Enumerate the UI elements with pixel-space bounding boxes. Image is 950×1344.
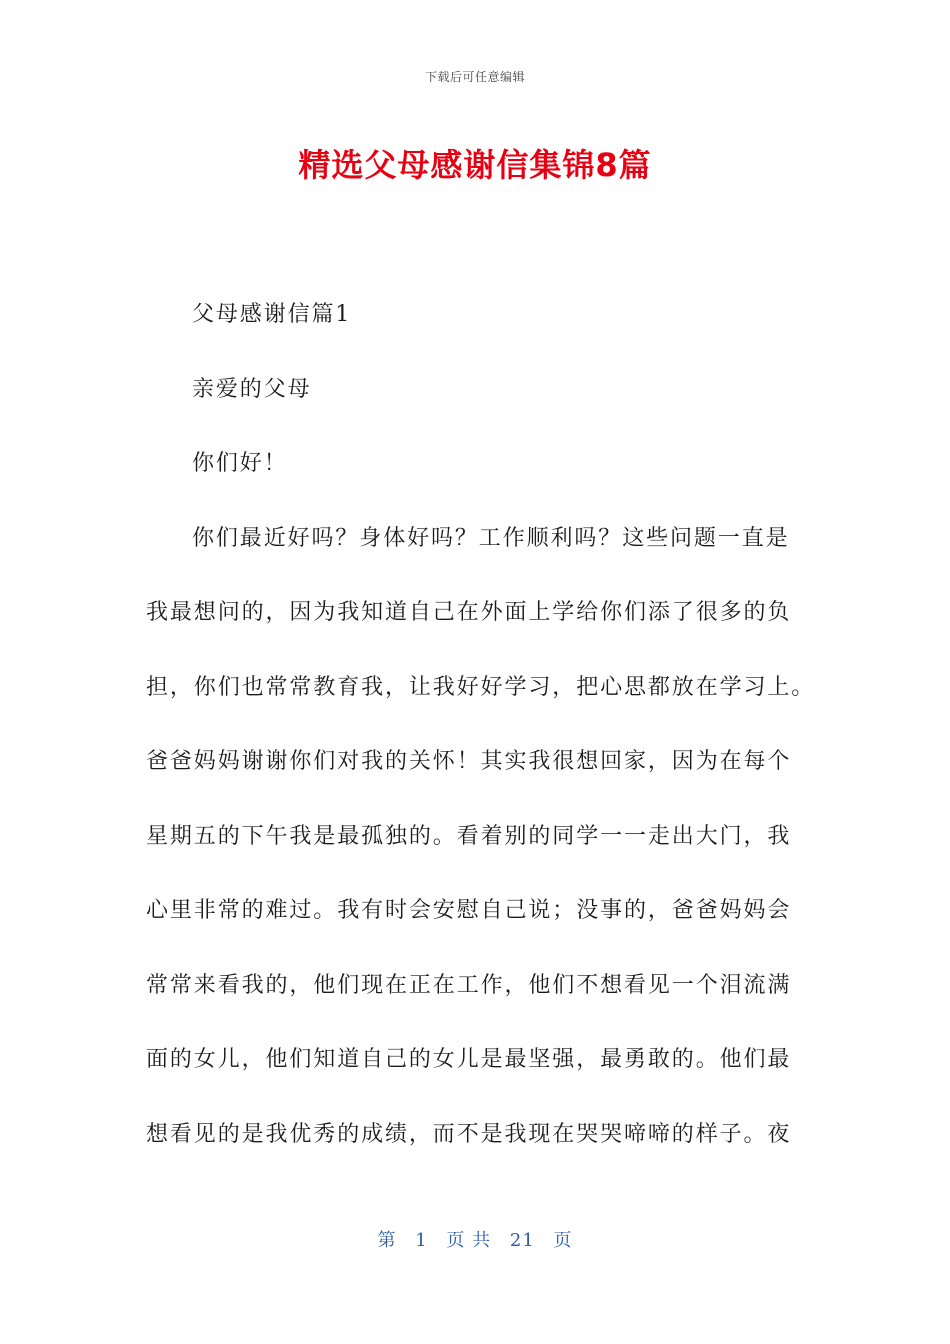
footer-prefix: 第: [377, 1230, 397, 1251]
header-note: 下载后可任意编辑: [424, 70, 525, 84]
body-line: 我最想问的，因为我知道自己在外面上学给你们添了很多的负: [146, 600, 792, 625]
page-footer: [0, 1226, 950, 1252]
footer-current-page: 1: [415, 1230, 428, 1251]
body-line: 星期五的下午我是最孤独的。看着别的同学一一走出大门，我: [146, 823, 792, 849]
body-line: 心里非常的难过。我有时会安慰自己说；没事的，爸爸妈妈会: [146, 898, 792, 923]
section-heading: 父母感谢信篇1: [192, 302, 352, 327]
document-body: [146, 278, 816, 1172]
footer-mid: 页 共: [446, 1230, 492, 1251]
greeting: 你们好！: [192, 451, 288, 476]
body-line: 面的女儿，他们知道自己的女儿是最坚强，最勇敢的。他们最: [146, 1047, 792, 1072]
body-line: 爸爸妈妈谢谢你们对我的关怀！其实我很想回家，因为在每个: [146, 749, 792, 774]
document-title: 精选父母感谢信集锦8篇: [298, 146, 652, 184]
body-line: 担，你们也常常教育我，让我好好学习，把心思都放在学习上。: [146, 674, 816, 700]
body-line: 你们最近好吗？身体好吗？工作顺利吗？这些问题一直是: [192, 525, 790, 551]
body-line: 想看见的是我优秀的成绩，而不是我现在哭哭啼啼的样子。夜: [146, 1121, 792, 1147]
body-line: 常常来看我的，他们现在正在工作，他们不想看见一个泪流满: [146, 972, 792, 998]
footer-suffix: 页: [553, 1230, 573, 1251]
salutation: 亲爱的父母: [192, 376, 312, 402]
footer-total-pages: 21: [509, 1230, 535, 1251]
